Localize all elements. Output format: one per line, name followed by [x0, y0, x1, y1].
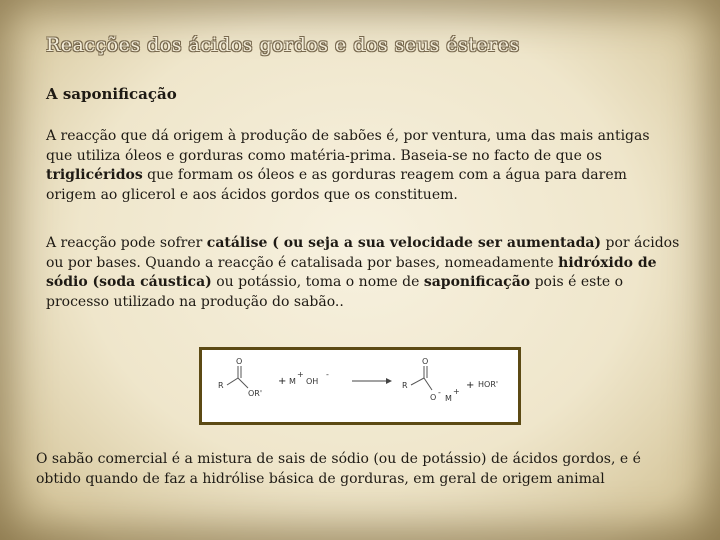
product-o-charge: -	[438, 388, 441, 397]
reaction-arrow-head	[386, 378, 392, 384]
product-r-label: R	[402, 381, 408, 390]
plus-sign-2: +	[466, 380, 475, 391]
section-subheading: A saponificação	[46, 85, 177, 103]
p2-text-3: ou potássio, toma o nome de	[211, 274, 424, 290]
ester-o-label: O	[236, 357, 243, 366]
paragraph-catalysis	[46, 234, 686, 312]
p2-bold-saponification: saponificação	[423, 274, 531, 290]
p2-text-4: pois é este o processo utilizado na produção do sabão..	[46, 274, 624, 310]
p1-text-1: A reacção que dá origem à produção de sabões é, por ventura, uma das mais antigas que utiliza óleos e gorduras como matéria-prima. Baseia-se no facto de que os	[46, 128, 650, 164]
ester-r-label: R	[218, 381, 224, 390]
plus-sign-1: +	[278, 376, 287, 387]
product-metal-label: M	[445, 394, 452, 403]
reaction-diagram	[202, 350, 518, 422]
product-bond-r	[411, 378, 424, 385]
ester-bond-r	[227, 378, 238, 385]
ester-bond-or	[238, 378, 248, 388]
p1-text-2: que formam os óleos e as gorduras reagem com a água para darem origem ao glicerol e aos ácidos gordos que os constituem.	[46, 167, 627, 203]
paragraph-commercial-soap: O sabão comercial é a mistura de sais de sódio (ou de potássio) de ácidos gordos, e é obtido quando de faz a hidrólise básica de gorduras, em geral de origem animal	[36, 451, 641, 487]
p2-bold-catalysis: catálise ( ou seja a sua velocidade ser aumentada)	[206, 235, 602, 251]
p2-text-2: por ácidos ou por bases. Quando a reacção é catalisada por bases, nomeadamente	[46, 235, 680, 271]
p2-text-1: A reacção pode sofrer	[46, 235, 207, 251]
p1-bold-triglicerides: triglicéridos	[46, 167, 143, 183]
slide-title: Reacções dos ácidos gordos e dos seus ésteres	[46, 34, 520, 56]
ester-or-label: OR'	[248, 389, 263, 398]
product-o-label: O	[422, 357, 429, 366]
product-bond-o	[424, 378, 432, 390]
p2-bold-sodium-hydroxide: hidróxido de sódio (soda cáustica)	[46, 254, 657, 290]
alcohol-label: HOR'	[478, 380, 499, 389]
base-hydroxide-charge: -	[326, 370, 329, 379]
product-o-minus-label: O	[430, 393, 437, 402]
paragraph-saponification-intro	[46, 127, 656, 205]
saponification-equation-figure	[199, 347, 521, 425]
base-metal-charge: +	[297, 370, 304, 379]
base-metal-label: M	[289, 377, 296, 386]
base-hydroxide-label: OH	[306, 377, 319, 386]
product-metal-charge: +	[453, 387, 460, 396]
